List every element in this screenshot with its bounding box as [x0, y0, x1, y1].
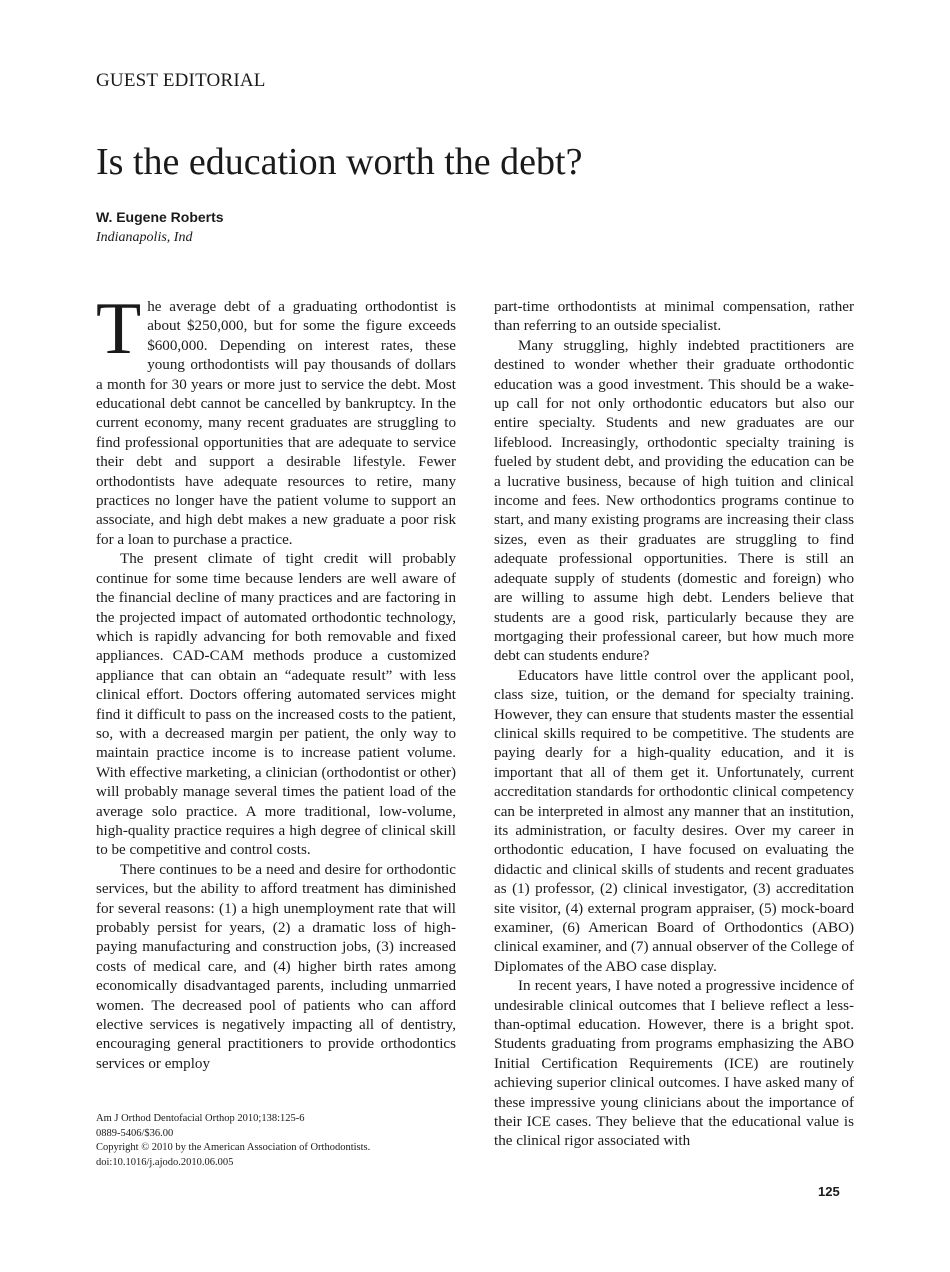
article-title: Is the education worth the debt?: [96, 141, 583, 183]
author-name: W. Eugene Roberts: [96, 209, 224, 225]
paragraph-text: he average debt of a graduating orthodontist is about $250,000, but for some the figure exceeds $600,000. Depending on interest rates, these young orthodontists will pay thousands of dollars a month for 30 years or more just to service the debt. Most educational debt cannot be cancelled by bankruptcy. In the current economy, many recent graduates are struggling to find professional opportunities that are adequate to service their debt and support a desirable lifestyle. Fewer orthodontists have adequate resources to retire, many practices no longer have the patient volume to support an associate, and high debt makes a new graduate a poor risk for a loan to purchase a practice.: [96, 299, 456, 548]
body-paragraph: There continues to be a need and desire for orthodontic services, but the ability to afford treatment has diminished for several reasons: (1) a high unemployment rate that will probably persist for years, (2) a dramatic loss of high-paying manufacturing and construction jobs, (3) increased costs of medical care, and (4) higher birth rates among economically disadvantaged parents, including unmarried women. The decreased pool of patients who can afford elective services is negatively impacting all of dentistry, encouraging general practitioners to provide orthodontics services or employ: [96, 861, 456, 1072]
right-column: [494, 298, 854, 1152]
drop-cap: T: [96, 288, 142, 370]
body-paragraph: Many struggling, highly indebted practitioners are destined to wonder whether their graduate orthodontic education was a good investment. This should be a wake-up call for not only orthodontic educators but also our entire specialty. Students and new graduates are our lifeblood. Increasingly, orthodontic specialty training is fueled by student debt, and providing the education can be a lucrative business, because of high tuition and clinical income and fees. New orthodontics programs continue to start, and many existing programs are increasing their class sizes, even as their graduates are struggling to find adequate professional opportunities. There is still an adequate supply of students (domestic and foreign) who are willing to assume high debt. Lenders believe that students are a good risk, particularly because they are mortgaging their professional career, but how much more debt can students endure?: [494, 337, 854, 665]
price-code: 0889-5406/$36.00: [96, 1127, 174, 1139]
body-paragraph: [96, 288, 456, 550]
body-paragraph: Educators have little control over the applicant pool, class size, tuition, or the demand for specialty training. However, they can ensure that students master the essential clinical skills required to be competitive. The students are paying dearly for a high-quality education, and it is important that all of them get it. Unfortunately, current accreditation standards for orthodontic clinical competency can be interpreted in almost any manner that an institution, its administration, or faculty desires. Over my career in orthodontic education, I have focused on evaluating the didactic and clinical skills of students and recent graduates as (1) professor, (2) clinical investigator, (3) accreditation site visitor, (4) external program appraiser, (5) mock-board examiner, (6) American Board of Orthodontics (ABO) clinical examiner, and (7) annual observer of the College of Diplomates of the ABO case display.: [494, 667, 854, 975]
section-label: GUEST EDITORIAL: [96, 70, 266, 91]
author-affiliation: Indianapolis, Ind: [96, 230, 193, 245]
journal-citation: Am J Orthod Dentofacial Orthop 2010;138:125-6: [96, 1113, 305, 1124]
left-column: [96, 288, 456, 1074]
footnotes: [96, 1112, 370, 1170]
copyright-notice: Copyright © 2010 by the American Association of Orthodontists.: [96, 1142, 371, 1154]
body-paragraph: The present climate of tight credit will probably continue for some time because lenders are well aware of the financial decline of many practices and are factoring in the projected impact of automated orthodontic technology, which is rapidly advancing for both removable and fixed appliances. CAD-CAM methods produce a customized appliance that can obtain an “adequate result” with less clinical effort. Doctors offering automated services might find it difficult to pass on the increased costs to the patient, so, with a decreased margin per patient, the only way to maintain practice income is to increase patient volume. With effective marketing, a clinician (orthodontist or other) will probably manage several times the patient load of the average solo practice. A more traditional, low-volume, high-quality practice requires a high degree of clinical skill to be competitive and control costs.: [96, 551, 456, 859]
doi: doi:10.1016/j.ajodo.2010.06.005: [96, 1156, 234, 1168]
body-paragraph: In recent years, I have noted a progressive incidence of undesirable clinical outcomes that I believe reflect a less-than-optimal education. However, there is a bright spot. Students graduating from programs emphasizing the ABO Initial Certification Requirements (ICE) are routinely achieving superior clinical outcomes. I have asked many of these impressive young clinicians about the importance of their ICE cases. They believe that the educational value is the clinical rigor associated with: [494, 978, 854, 1150]
body-paragraph: part-time orthodontists at minimal compensation, rather than referring to an outside specialist.: [494, 299, 854, 335]
page-number: 125: [818, 1184, 840, 1199]
